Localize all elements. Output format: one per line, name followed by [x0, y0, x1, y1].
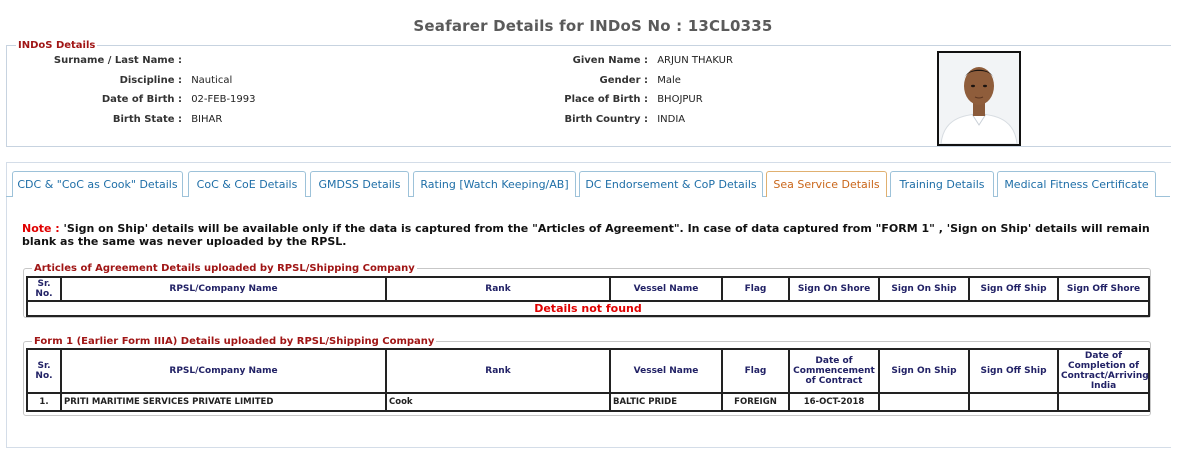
- articles-table: [26, 276, 1150, 317]
- col-header-sign-on-shore: Sign On Shore: [789, 277, 879, 301]
- col-header-sign-off-ship: Sign Off Ship: [969, 277, 1058, 301]
- note-text: [22, 222, 1162, 248]
- col-header-sign-off-ship: Sign Off Ship: [969, 349, 1058, 393]
- col-header-company-name: RPSL/Company Name: [61, 349, 386, 393]
- form1-table: [26, 348, 1150, 412]
- dob-value: 02-FEB-1993: [191, 94, 256, 105]
- col-header-vessel-name: Vessel Name: [610, 349, 722, 393]
- cell-flag: FOREIGN: [722, 393, 789, 411]
- tab-sea-service[interactable]: Sea Service Details: [766, 171, 887, 197]
- table-row: [27, 301, 1149, 316]
- cell-sign-on-ship: [879, 393, 969, 411]
- col-header-flag: Flag: [722, 277, 789, 301]
- cell-completion-date: [1058, 393, 1149, 411]
- surname-label: Surname / Last Name :: [53, 55, 182, 66]
- tab-rating-watch-keeping[interactable]: Rating [Watch Keeping/AB]: [413, 171, 576, 197]
- given-name-label: Given Name :: [572, 55, 648, 66]
- col-header-flag: Flag: [722, 349, 789, 393]
- cell-rank: Cook: [386, 393, 610, 411]
- cell-sign-off-ship: [969, 393, 1058, 411]
- col-header-sign-on-ship: Sign On Ship: [879, 349, 969, 393]
- cell-vessel-name: BALTIC PRIDE: [610, 393, 722, 411]
- cell-sr-no: 1.: [27, 393, 61, 411]
- form1-legend: Form 1 (Earlier Form IIIA) Details uploaded by RPSL/Shipping Company: [34, 336, 435, 347]
- tab-dc-endorsement-cop[interactable]: DC Endorsement & CoP Details: [579, 171, 763, 197]
- discipline-value: Nautical: [191, 75, 233, 86]
- pob-label: Place of Birth :: [564, 94, 648, 105]
- col-header-rank: Rank: [386, 277, 610, 301]
- birth-country-value: INDIA: [657, 114, 686, 125]
- col-header-vessel-name: Vessel Name: [610, 277, 722, 301]
- birth-state-value: BIHAR: [191, 114, 223, 125]
- tab-coc-coe[interactable]: CoC & CoE Details: [188, 171, 306, 197]
- col-header-rank: Rank: [386, 349, 610, 393]
- tab-cdc-coc-as-cook[interactable]: CDC & "CoC as Cook" Details: [12, 171, 183, 197]
- tab-gmdss[interactable]: GMDSS Details: [310, 171, 409, 197]
- given-name-value: ARJUN THAKUR: [657, 55, 733, 66]
- cell-company-name: PRITI MARITIME SERVICES PRIVATE LIMITED: [61, 393, 386, 411]
- dob-label: Date of Birth :: [101, 94, 182, 105]
- col-header-sr-no: Sr. No.: [27, 349, 61, 393]
- col-header-sign-off-shore: Sign Off Shore: [1058, 277, 1149, 301]
- birth-state-label: Birth State :: [112, 114, 182, 125]
- page-title: Seafarer Details for INDoS No : 13CL0335: [413, 17, 773, 35]
- cell-commencement-date: 16-OCT-2018: [789, 393, 879, 411]
- birth-country-label: Birth Country :: [564, 114, 648, 125]
- col-header-sr-no: Sr. No.: [27, 277, 61, 301]
- indos-details-legend: INDoS Details: [18, 40, 96, 51]
- articles-header-row: [27, 277, 1149, 301]
- articles-legend: Articles of Agreement Details uploaded by RPSL/Shipping Company: [34, 263, 415, 274]
- col-header-sign-on-ship: Sign On Ship: [879, 277, 969, 301]
- details-not-found: Details not found: [27, 301, 1149, 316]
- col-header-completion-date: Date of Completion of Contract/Arriving India: [1058, 349, 1149, 393]
- seafarer-photo: [937, 51, 1021, 146]
- gender-label: Gender :: [599, 75, 648, 86]
- form1-header-row: [27, 349, 1149, 393]
- note-body: 'Sign on Ship' details will be available only if the data is captured from the "Articles of Agreement". In case of data captured from "FORM 1" , 'Sign on Ship' details will remain blank as the same was never uploaded by the RPSL.: [22, 222, 1150, 248]
- table-row: [27, 393, 1149, 411]
- col-header-commencement-date: Date of Commencement of Contract: [789, 349, 879, 393]
- tab-medical-fitness-certificate[interactable]: Medical Fitness Certificate: [997, 171, 1156, 197]
- tab-training[interactable]: Training Details: [890, 171, 994, 197]
- pob-value: BHOJPUR: [657, 94, 703, 105]
- discipline-label: Discipline :: [119, 75, 182, 86]
- note-label: Note :: [22, 222, 60, 235]
- col-header-company-name: RPSL/Company Name: [61, 277, 386, 301]
- gender-value: Male: [657, 75, 681, 86]
